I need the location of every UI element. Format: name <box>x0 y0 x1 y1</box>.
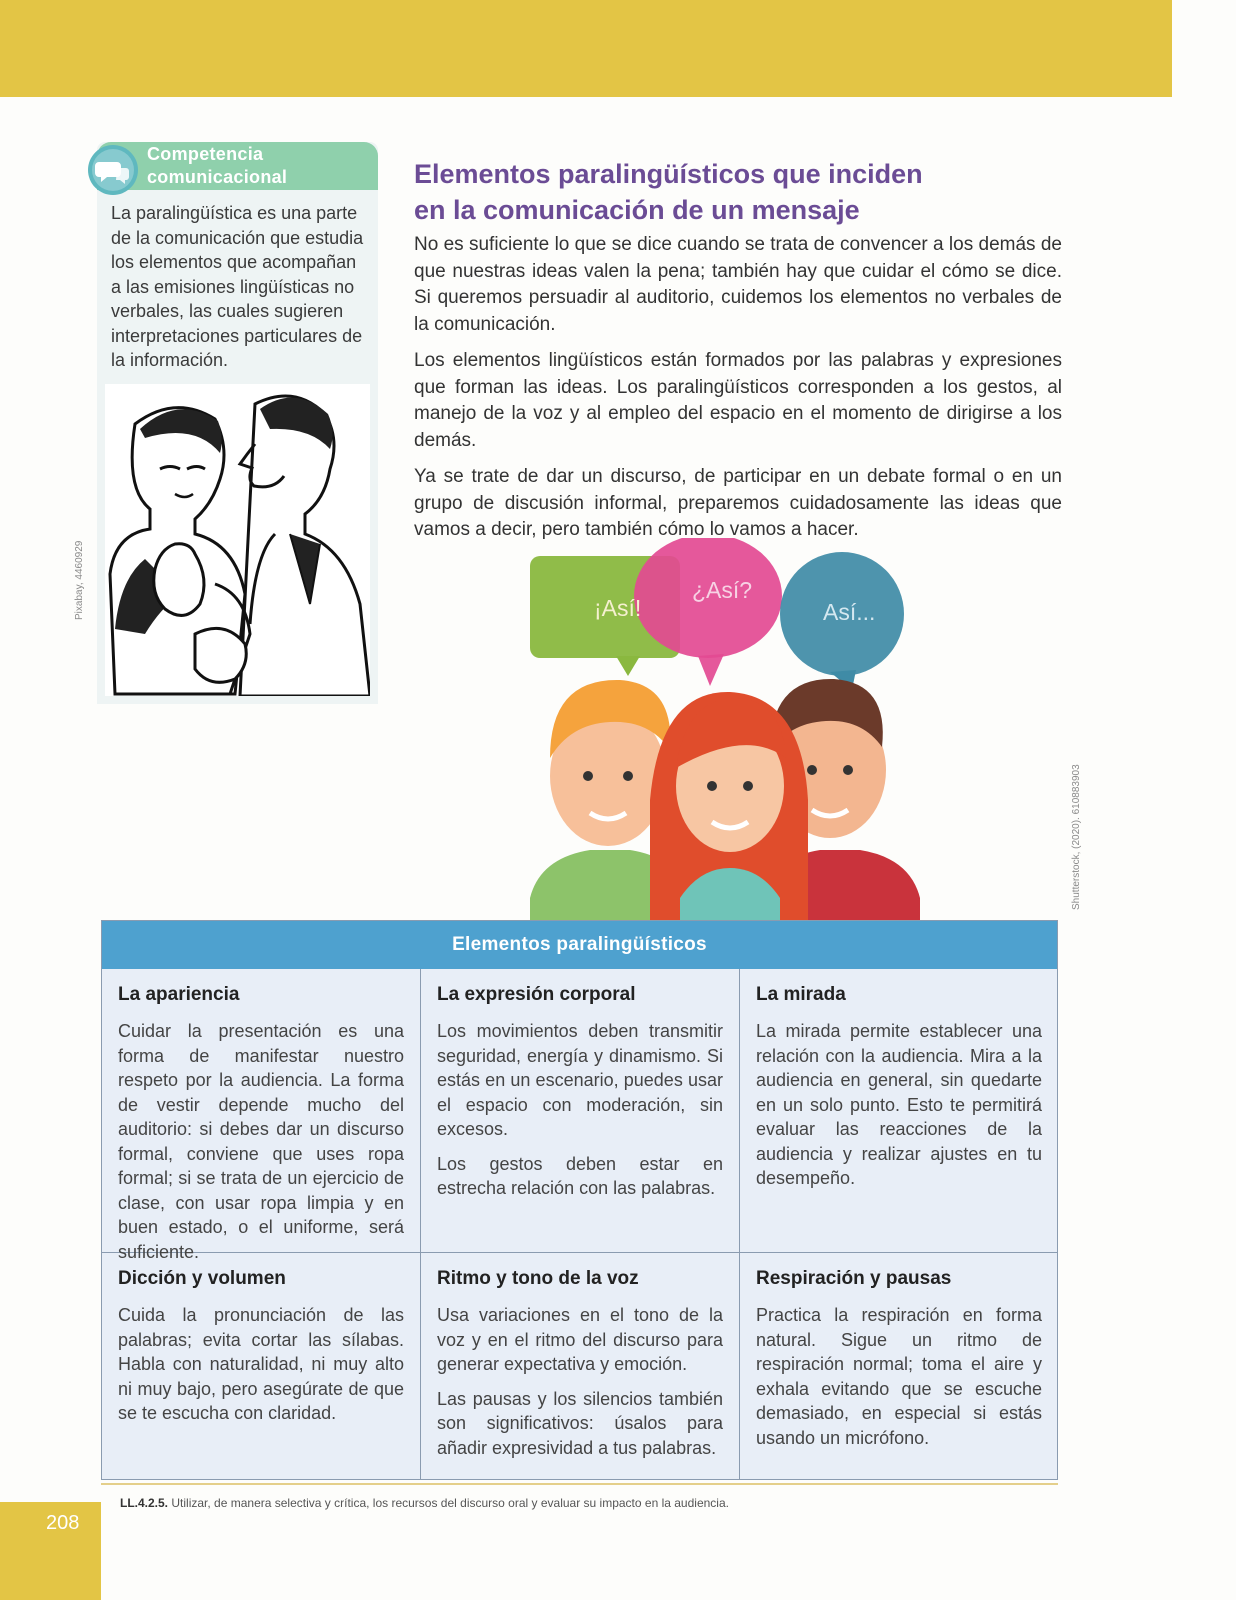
cell-title: La expresión corporal <box>437 984 636 1005</box>
three-people-speech-bubbles-illustration <box>530 538 930 920</box>
cell-text: Practica la respiración en forma natural. Sigue un ritmo de respiración normal; toma el aire y exhala evitando que se escuche demasiado, en especial si estás usando un micrófono. <box>756 1305 1042 1448</box>
table-heading: Elementos paralingüísticos <box>102 921 1057 969</box>
bubble-text-asi-exclaim: ¡Así! <box>594 595 642 621</box>
paralinguistic-elements-table <box>101 920 1058 1480</box>
cell-title: La mirada <box>756 984 846 1005</box>
competencia-sidebar <box>97 142 378 704</box>
competencia-title-line1: Competencia <box>147 144 264 164</box>
main-body-text <box>414 232 1062 554</box>
cell-title: Dicción y volumen <box>118 1268 286 1289</box>
cell-title: La apariencia <box>118 984 240 1005</box>
cell-text: Los movimientos deben transmitir seguridad, energía y dinamismo. Si estás en un escenario, puedes usar el espacio con moderación, sin excesos. <box>437 1021 723 1139</box>
cell-text: La mirada permite establecer una relación con la audiencia. Mira a la audiencia en general, sin quedarte en un solo punto. Esto te permitirá evaluar las reacciones de la audiencia y realizar ajustes en tu desempeño. <box>756 1021 1042 1188</box>
skill-description: Utilizar, de manera selectiva y crítica, los recursos del discurso oral y evaluar su impacto en la audiencia. <box>171 1496 729 1510</box>
top-color-band <box>0 0 1172 97</box>
table-cell <box>102 969 420 1274</box>
cell-text: Los gestos deben estar en estrecha relación con las palabras. <box>437 1153 723 1198</box>
page-title-line1: Elementos paralingüísticos que inciden <box>414 159 923 189</box>
image-credit-right: Shutterstock, (2020). 610883903 <box>1071 764 1082 910</box>
competencia-tab <box>97 142 378 190</box>
sidebar-definition: La paralingüística es una parte de la comunicación que estudia los elementos que acompañan a las emisiones lingüísticas no verbales, las cuales sugieren interpretaciones particulares de la información. <box>111 203 364 370</box>
skill-code: LL.4.2.5. <box>120 1496 169 1510</box>
paragraph: No es suficiente lo que se dice cuando se trata de convencer a los demás de que nuestras ideas valen la pena; también hay que cuidar el cómo se dice. Si queremos persuadir al auditorio, cuidemos los elementos no verbales de la comunicación. <box>414 234 1062 335</box>
bubble-text-asi-dots: Así... <box>823 599 876 625</box>
image-credit-left: Pixabay, 4460929 <box>74 540 85 620</box>
table-cell <box>740 1253 1058 1460</box>
footer-divider <box>101 1483 1058 1485</box>
cell-title: Ritmo y tono de la voz <box>437 1268 639 1289</box>
bubble-text-asi-question: ¿Así? <box>692 577 753 603</box>
table-cell <box>740 969 1058 1201</box>
table-cell <box>421 1253 739 1470</box>
competencia-title <box>147 143 287 189</box>
page-title <box>414 156 1054 228</box>
page-title-line2: en la comunicación de un mensaje <box>414 195 860 225</box>
paragraph: Los elementos lingüísticos están formados por las palabras y expresiones que forman las ideas. Los paralingüísticos corresponden a los gestos, al manejo de la voz y al empleo del espacio en el momento de dirigirse a los demás. <box>414 350 1062 451</box>
cell-text: Cuida la pronunciación de las palabras; evita cortar las sílabas. Habla con naturalidad, ni muy alto ni muy bajo, pero asegúrate de que se te escucha con claridad. <box>118 1305 404 1423</box>
two-men-thinking-illustration <box>105 384 370 696</box>
competencia-title-line2: comunicacional <box>147 167 288 187</box>
footer-skill-code <box>120 1496 729 1510</box>
cell-title: Respiración y pausas <box>756 1268 952 1289</box>
cell-text: Usa variaciones en el tono de la voz y en el ritmo del discurso para generar expectativa y emoción. <box>437 1305 723 1374</box>
cell-text: Las pausas y los silencios también son significativos: úsalos para añadir expresividad a tus palabras. <box>437 1388 723 1458</box>
table-cell <box>421 969 739 1211</box>
table-cell <box>102 1253 420 1436</box>
page-number: 208 <box>0 1502 101 1600</box>
paragraph: Ya se trate de dar un discurso, de participar en un debate formal o en un grupo de discusión informal, preparemos cuidadosamente las ideas que vamos a decir, pero también cómo lo vamos a hacer. <box>414 466 1062 540</box>
chat-bubbles-icon <box>87 144 139 196</box>
cell-text: Cuidar la presentación es una forma de manifestar nuestro respeto por la audiencia. La forma de vestir depende mucho del auditorio: si debes dar un discurso formal, conviene que uses ropa formal; si se trata de un ejercicio de clase, con usar ropa limpia y en buen estado, o el uniforme, será suficiente. <box>118 1021 404 1262</box>
